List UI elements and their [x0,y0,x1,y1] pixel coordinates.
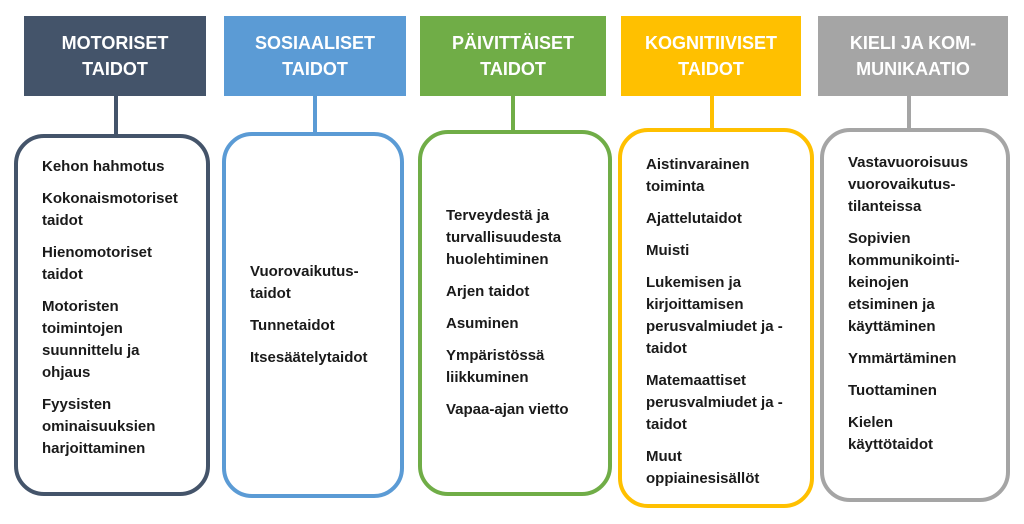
item-line: Vuorovaikutus- [250,263,359,280]
connector-kieli [907,96,911,132]
item-line: oppiainesisällöt [646,470,760,487]
header-line: TAIDOT [480,59,546,79]
list-item [848,152,1006,218]
item-line: toiminta [646,178,705,195]
item-line: kommunikointi- [848,252,960,269]
item-line: käyttäminen [848,318,936,335]
header-line: PÄIVITTÄISET [451,33,574,53]
list-item [646,240,810,262]
connector-sosiaaliset [313,96,317,136]
list-item [42,242,206,286]
item-line: Lukemisen ja [646,274,742,291]
panel-sosiaaliset [222,132,404,498]
item-line: taidot [646,340,687,357]
item-line: Itsesäätelytaidot [250,349,368,366]
item-line: Kielen [848,414,894,431]
item-line: vuorovaikutus- [848,176,956,193]
item-line: toimintojen [42,320,123,337]
item-line: Muut [646,448,682,465]
connector-kognitiiviset [710,96,714,132]
item-line: perusvalmiudet ja - [646,318,783,335]
header-line: MOTORISET [61,33,169,53]
item-line: huolehtiminen [446,251,549,268]
item-line: harjoittaminen [42,440,146,457]
connector-motoriset [114,96,118,136]
header-paivittaiset [420,16,606,96]
item-line: Tunnetaidot [250,317,335,334]
list-item [446,345,608,389]
item-line: liikkuminen [446,369,529,386]
item-line: Tuottaminen [848,382,937,399]
list-item [646,272,810,360]
header-sosiaaliset [224,16,406,96]
item-line: Arjen taidot [446,283,530,300]
panel-kognitiiviset [618,128,814,508]
item-line: keinojen [848,274,909,291]
item-line: Motoristen [42,298,119,315]
header-line: TAIDOT [678,59,744,79]
item-line: suunnittelu ja [42,342,140,359]
item-line: perusvalmiudet ja - [646,394,783,411]
header-line: KIELI JA KOM- [849,33,977,53]
item-line: taidot [250,285,291,302]
item-line: ohjaus [42,364,91,381]
item-line: Hienomotoriset [42,244,153,261]
connector-paivittaiset [511,96,515,134]
item-line: tilanteissa [848,198,922,215]
item-line: taidot [42,266,83,283]
item-line: Ympäristössä [446,347,545,364]
item-line: Terveydestä ja [446,207,550,224]
list-item [446,281,608,303]
list-item [446,399,608,421]
item-line: Ajattelutaidot [646,210,742,227]
item-line: Matemaattiset [646,372,747,389]
list-item [42,394,206,460]
item-line: Muisti [646,242,690,259]
list-item [446,313,608,335]
item-line: Vastavuoroisuus [848,154,969,171]
list-item [646,446,810,490]
header-kieli [818,16,1008,96]
item-line: Fyysisten [42,396,112,413]
list-item [848,228,1006,338]
header-motoriset [24,16,206,96]
panel-kieli [820,128,1010,502]
item-line: Ymmärtäminen [848,350,957,367]
header-line: TAIDOT [282,59,348,79]
item-line: Aistinvarainen [646,156,750,173]
item-line: taidot [42,212,83,229]
list-item [42,156,206,178]
header-line: TAIDOT [82,59,148,79]
panel-paivittaiset [418,130,612,496]
item-line: Kehon hahmotus [42,158,165,175]
item-line: käyttötaidot [848,436,934,453]
list-item [250,315,400,337]
header-kognitiiviset [621,16,801,96]
header-line: KOGNITIIVISET [644,33,777,53]
item-line: kirjoittamisen [646,296,744,313]
item-line: ominaisuuksien [42,418,156,435]
list-item [646,208,810,230]
list-item [848,380,1006,402]
list-item [250,261,400,305]
item-line: turvallisuudesta [446,229,562,246]
list-item [646,370,810,436]
item-line: etsiminen ja [848,296,935,313]
item-line: Kokonaismotoriset [42,190,178,207]
panel-motoriset [14,134,210,496]
list-item [646,154,810,198]
item-line: taidot [646,416,687,433]
list-item [848,412,1006,456]
header-line: SOSIAALISET [254,33,375,53]
item-line: Asuminen [446,315,519,332]
list-item [42,188,206,232]
list-item [42,296,206,384]
list-item [446,205,608,271]
item-line: Vapaa-ajan vietto [446,401,569,418]
list-item [250,347,400,369]
item-line: Sopivien [848,230,911,247]
list-item [848,348,1006,370]
header-line: MUNIKAATIO [856,59,970,79]
